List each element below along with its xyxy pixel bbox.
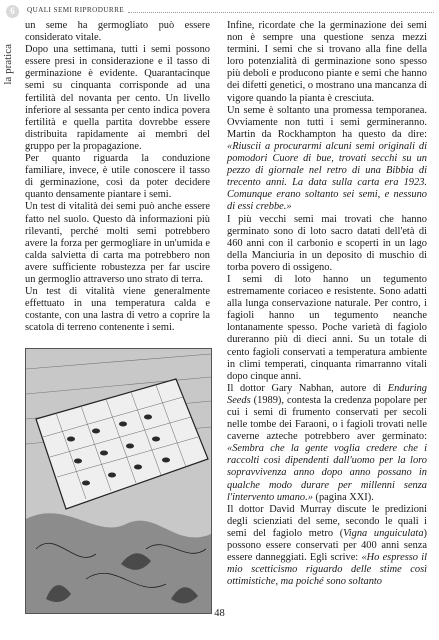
seed-tray-engraving-icon bbox=[25, 348, 212, 614]
side-label bbox=[2, 44, 16, 114]
text-run: (pagina XXI). bbox=[312, 491, 374, 503]
left-paragraph: Dopo una settimana, tutti i semi possono essere presi in considerazione e il tasso di germinazione è evidente. Quarantacinque semi su cinquanta corrisponde ad una fertilità del novanta per cento. Un livello inferiore al sessanta per cento indica povera fertilità e quella partita dovrebbe essere distribuita rapidamente ai membri del gruppo per la propagazione. bbox=[25, 44, 210, 152]
text-run: Un seme è soltanto una promessa temporanea. Ovviamente non tutti i semi germineranno. Martin da Rockhampton ha questo da dire: bbox=[227, 104, 427, 140]
running-header bbox=[6, 5, 434, 19]
page-number: 48 bbox=[214, 608, 225, 619]
illustration-svg bbox=[26, 349, 211, 613]
text-run: Il dottor David Murray discute le predizioni degli scienziati del seme, secondo le quali i semi del fagiolo metro ( bbox=[227, 503, 427, 539]
right-column bbox=[227, 20, 427, 588]
book-title: Enduring Seeds bbox=[227, 382, 427, 406]
quote: «Ho espresso il mio scetticismo riguardo delle stime così ottimistiche, ma poiché sono soltanto bbox=[227, 552, 427, 588]
left-paragraph: Per quanto riguarda la conduzione familiare, invece, è utile conoscere il tasso di germinazione, così da poter decidere quanto densamente piantare i semi. bbox=[25, 153, 210, 201]
text-run: (1989), contesta la credenza popolare per cui i semi di frumento conservati per secoli nelle tombe dei Faraoni, o i fagioli trovati nelle caverne azteche potrebbero aver germinato: bbox=[227, 394, 427, 443]
latin-name: Vigna unguiculata bbox=[343, 527, 424, 539]
text-run: ) possono essere conservati per 400 anni senza essere danneggiati. Egli scrive: bbox=[227, 527, 427, 564]
right-paragraph bbox=[227, 504, 427, 589]
side-label-text: la pratica bbox=[2, 44, 14, 85]
text-run: Il dottor Gary Nabhan, autore di bbox=[227, 382, 388, 394]
left-paragraph: un seme ha germogliato può essere considerato vitale. bbox=[25, 20, 210, 44]
quote: «Riuscii a procurarmi alcuni semi originali di pomodori Cuore di bue, trovati secchi su un pezzo di giornale nel retro di una Bibbia di trecento anni. La data sulla carta era 1923. Comunque erano soltanto sei semi, e nessuno di essi crebbe.» bbox=[227, 140, 427, 213]
right-paragraph: I più vecchi semi mai trovati che hanno germinato sono di loto sacro datati dell'età di 460 anni con il carbonio e scoperti in un lago della Manciuria in un deposito di muschio di torba povero di ossigeno. bbox=[227, 213, 427, 273]
chapter-number-badge: 6 bbox=[6, 5, 19, 18]
running-head-title: QUALI SEMI RIPRODURRE bbox=[27, 6, 125, 14]
left-paragraph: Un test di vitalità dei semi può anche essere fatto nel suolo. Questo dà informazioni più rilevanti, perché molti semi potrebbero avere la forza per germogliare in un'umida e calda salvietta di carta ma potrebbero non avere sufficiente robustezza per far uscire un germoglio attraverso uno strato di terra. bbox=[25, 201, 210, 285]
right-paragraph bbox=[227, 105, 427, 214]
right-paragraph: Infine, ricordate che la germinazione dei semi non è sempre una questione senza mezzi termini. I semi che si trovano alla fine della loro potenzialità di germinazione sono spesso più deboli e producono piante e semi che hanno dei difetti genetici, o mostrano una mancanza di vigore quando la pianta è cresciuta. bbox=[227, 20, 427, 104]
right-paragraph bbox=[227, 383, 427, 504]
left-column bbox=[25, 20, 210, 334]
left-paragraph: Un test di vitalità viene generalmente effettuato in una temperatura calda e costante, con una lastra di vetro a coprire la scatola di terreno contenente i semi. bbox=[25, 286, 210, 334]
header-dotted-rule bbox=[128, 12, 434, 13]
quote: «Sembra che la gente voglia credere che i raccolti così dipendenti dall'uomo per la loro sopravvivenza anno dopo anno possano in qualche modo durare per millenni senza l'intervento umano.» bbox=[227, 443, 427, 503]
right-paragraph: I semi di loto hanno un tegumento estremamente coriaceo e resistente. Sono adatti alla lunga conservazione naturale. Per contro, i fagioli hanno un tegumento neanche lontanamente spesso. Poche varietà di fagiolo dureranno più di dieci anni. Su un totale di cento fagioli conservati a temperatura ambiente in climi temperati, cinquanta rimarranno vitali dopo cinque anni. bbox=[227, 273, 427, 382]
